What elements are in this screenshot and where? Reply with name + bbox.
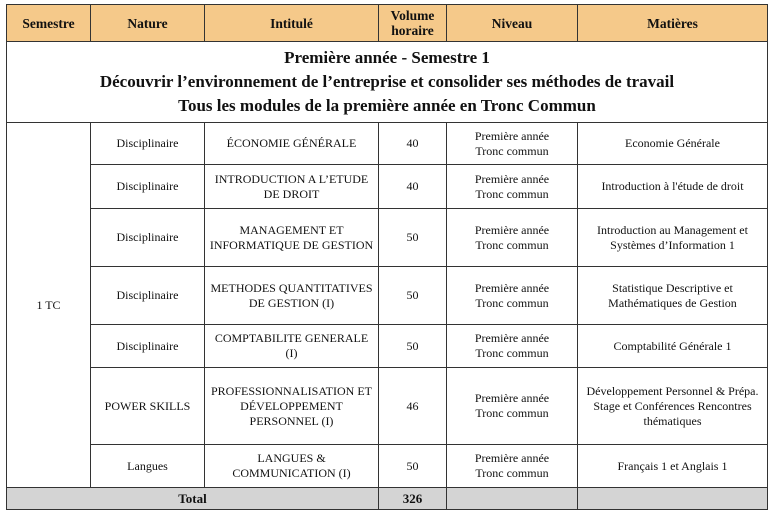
header-volume-horaire: Volume horaire (379, 5, 447, 42)
niveau-line2: Tronc commun (475, 346, 549, 360)
total-empty-niveau (447, 488, 578, 510)
table-row (7, 123, 768, 165)
volume-cell: 50 (379, 209, 447, 267)
niveau-line2: Tronc commun (475, 186, 549, 201)
niveau-line2: Tronc commun (475, 237, 549, 252)
matieres-cell: Introduction à l'étude de droit (578, 165, 768, 209)
intitule-cell: LANGUES & COMMUNICATION (I) (205, 445, 379, 488)
niveau-line1: Première année (474, 128, 550, 143)
total-value: 326 (379, 488, 447, 510)
banner-row (7, 42, 768, 123)
matieres-cell: Introduction au Management et Systèmes d’Information 1 (578, 209, 768, 267)
banner-subtitle: Découvrir l’environnement de l’entreprise et consolider ses méthodes de travail (99, 72, 675, 91)
nature-cell: Disciplinaire (91, 325, 205, 368)
total-row (7, 488, 768, 510)
header-matieres: Matières (578, 5, 768, 42)
niveau-cell (447, 123, 578, 165)
intitule-cell: METHODES QUANTITATIVES DE GESTION (I) (205, 267, 379, 325)
niveau-line1: Première année (474, 280, 550, 295)
volume-cell: 50 (379, 267, 447, 325)
matieres-cell: Développement Personnel & Prépa. Stage et Conférences Rencontres thématiques (578, 368, 768, 445)
banner-note: Tous les modules de la première année en Tronc Commun (178, 96, 596, 115)
niveau-cell (447, 209, 578, 267)
nature-cell: Disciplinaire (91, 267, 205, 325)
header-row (7, 5, 768, 42)
header-semestre: Semestre (7, 5, 91, 42)
volume-cell: 40 (379, 123, 447, 165)
banner-title: Première année - Semestre 1 (284, 48, 490, 67)
header-nature: Nature (91, 5, 205, 42)
intitule-cell: MANAGEMENT ET INFORMATIQUE DE GESTION (205, 209, 379, 267)
matieres-cell: Comptabilité Générale 1 (578, 325, 768, 368)
table-row (7, 445, 768, 488)
table-row (7, 368, 768, 445)
niveau-cell (447, 368, 578, 445)
niveau-line2: Tronc commun (475, 295, 549, 310)
niveau-line1: Première année (474, 451, 550, 465)
table-row (7, 325, 768, 368)
table-row (7, 165, 768, 209)
matieres-cell: Français 1 et Anglais 1 (578, 445, 768, 488)
intitule-cell: ÉCONOMIE GÉNÉRALE (205, 123, 379, 165)
table-row (7, 267, 768, 325)
semester-cell: 1 TC (7, 123, 91, 488)
header-intitule: Intitulé (205, 5, 379, 42)
nature-cell: Disciplinaire (91, 209, 205, 267)
intitule-cell: COMPTABILITE GENERALE (I) (205, 325, 379, 368)
intitule-cell: INTRODUCTION A L’ETUDE DE DROIT (205, 165, 379, 209)
nature-cell: Langues (91, 445, 205, 488)
intitule-cell: PROFESSIONNALISATION ET DÉVELOPPEMENT PERSONNEL (I) (205, 368, 379, 445)
volume-cell: 46 (379, 368, 447, 445)
table-row (7, 209, 768, 267)
nature-cell: Disciplinaire (91, 165, 205, 209)
volume-cell: 50 (379, 445, 447, 488)
nature-cell: Disciplinaire (91, 123, 205, 165)
total-empty-matieres (578, 488, 768, 510)
niveau-cell (447, 325, 578, 368)
niveau-line1: Première année (474, 391, 550, 405)
niveau-cell (447, 165, 578, 209)
total-label: Total (7, 488, 379, 510)
niveau-line1: Première année (474, 222, 550, 237)
header-niveau: Niveau (447, 5, 578, 42)
niveau-line2: Tronc commun (475, 143, 549, 158)
curriculum-table (6, 4, 768, 510)
niveau-cell (447, 445, 578, 488)
niveau-line2: Tronc commun (475, 466, 549, 480)
volume-cell: 50 (379, 325, 447, 368)
nature-cell: POWER SKILLS (91, 368, 205, 445)
banner-cell (7, 42, 768, 123)
volume-cell: 40 (379, 165, 447, 209)
niveau-line2: Tronc commun (475, 406, 549, 420)
matieres-cell: Statistique Descriptive et Mathématiques de Gestion (578, 267, 768, 325)
niveau-cell (447, 267, 578, 325)
niveau-line1: Première année (474, 171, 550, 186)
matieres-cell: Economie Générale (578, 123, 768, 165)
niveau-line1: Première année (474, 331, 550, 345)
